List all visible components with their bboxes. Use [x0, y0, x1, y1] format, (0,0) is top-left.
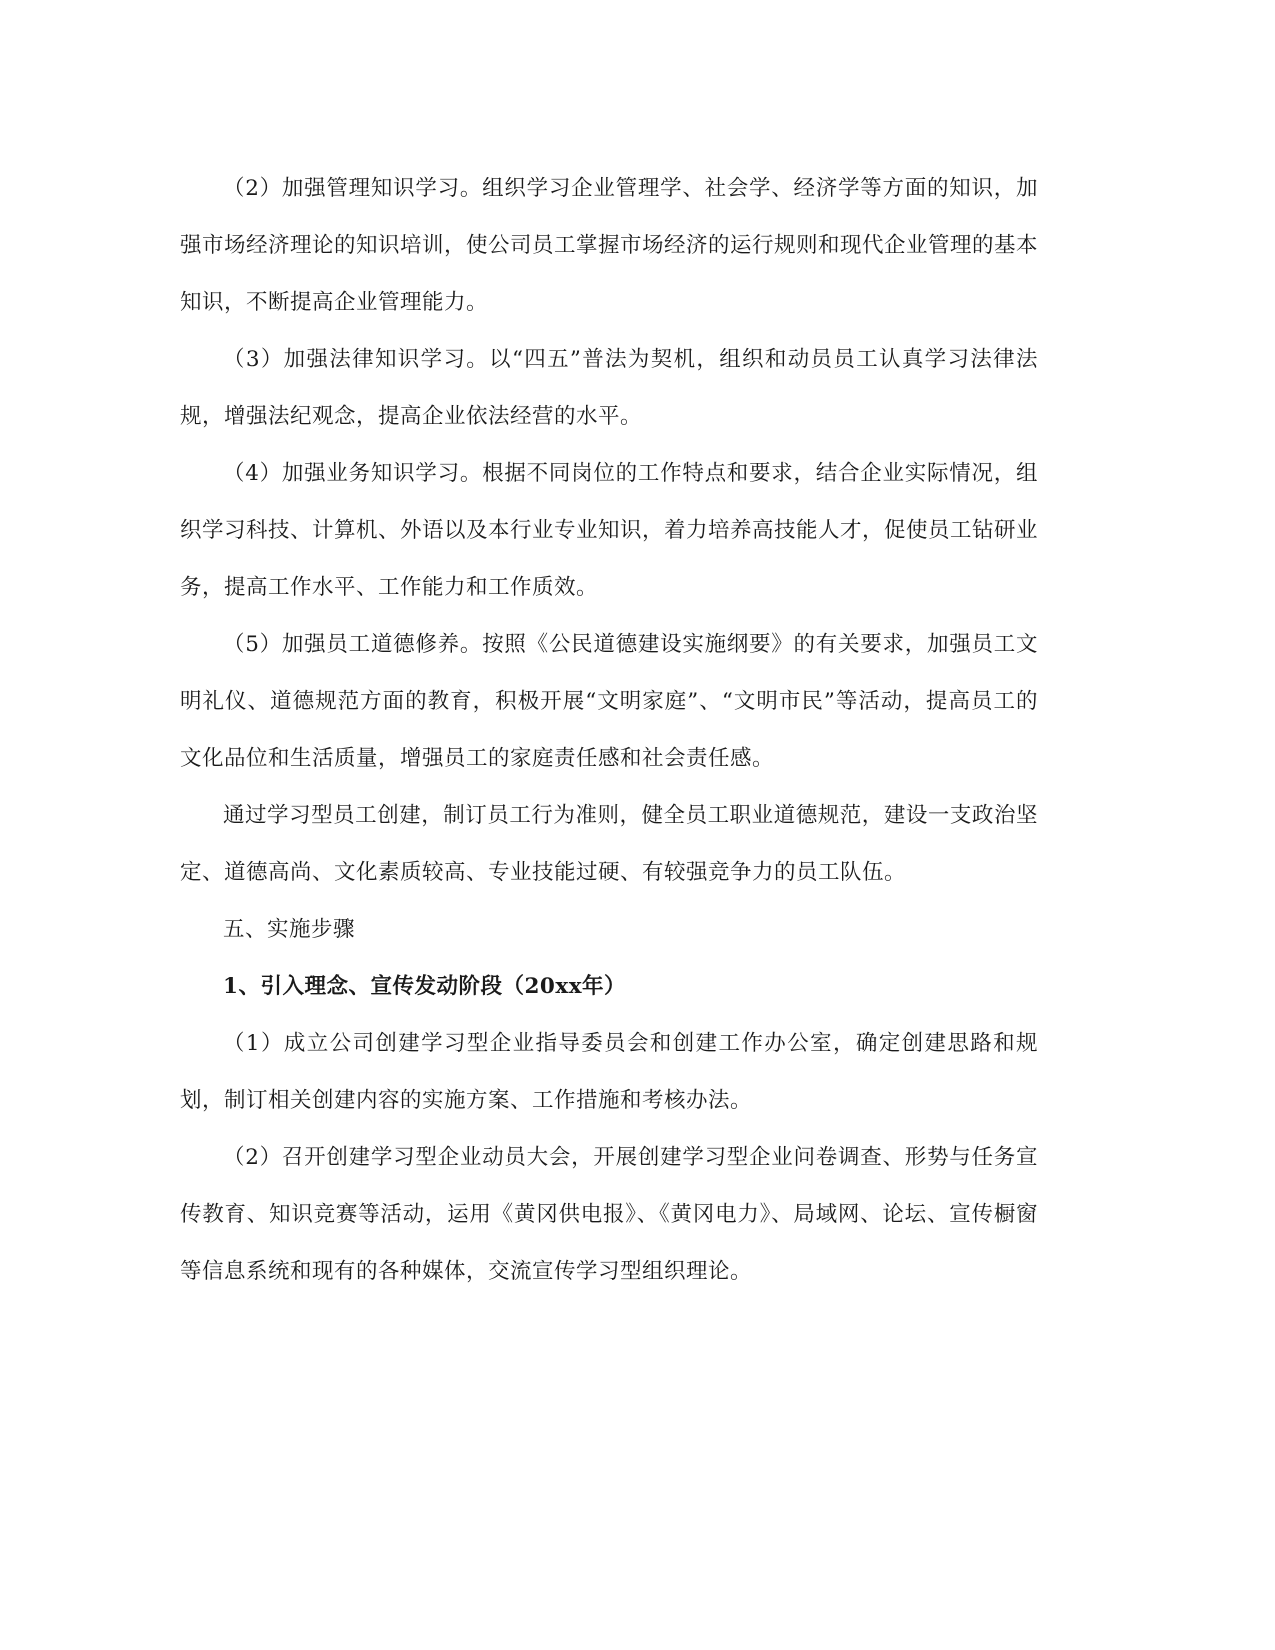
- paragraph-moral-cultivation: （5）加强员工道德修养。按照《公民道德建设实施纲要》的有关要求，加强员工文明礼仪、道德规范方面的教育，积极开展“文明家庭”、“文明市民”等活动，提高员工的文化品位和生活质量，增强员工的家庭责任感和社会责任感。: [180, 632, 1038, 771]
- section-heading-implementation-steps: 五、实施步骤: [223, 917, 356, 942]
- paragraph-management-knowledge: （2）加强管理知识学习。组织学习企业管理学、社会学、经济学等方面的知识，加强市场经济理论的知识培训，使公司员工掌握市场经济的运行规则和现代企业管理的基本知识，不断提高企业管理能力。: [180, 176, 1039, 315]
- paragraph-legal-knowledge: （3）加强法律知识学习。以“四五”普法为契机，组织和动员员工认真学习法律法规，增强法纪观念，提高企业依法经营的水平。: [180, 347, 1038, 429]
- subsection-heading-stage-one: 1、引入理念、宣传发动阶段（20xx年）: [223, 974, 627, 999]
- paragraph-mobilization-meeting: （2）召开创建学习型企业动员大会，开展创建学习型企业问卷调查、形势与任务宣传教育、知识竞赛等活动，运用《黄冈供电报》、《黄冈电力》、局域网、论坛、宣传橱窗等信息系统和现有的各种媒体，交流宣传学习型组织理论。: [180, 1145, 1038, 1284]
- document-page: [180, 160, 1038, 1300]
- paragraph-establish-committee: （1）成立公司创建学习型企业指导委员会和创建工作办公室，确定创建思路和规划，制订相关创建内容的实施方案、工作措施和考核办法。: [180, 1031, 1038, 1113]
- paragraph-business-knowledge: （4）加强业务知识学习。根据不同岗位的工作特点和要求，结合企业实际情况，组织学习科技、计算机、外语以及本行业专业知识，着力培养高技能人才，促使员工钻研业务，提高工作水平、工作能力和工作质效。: [180, 461, 1039, 600]
- paragraph-learning-employee: 通过学习型员工创建，制订员工行为准则，健全员工职业道德规范，建设一支政治坚定、道德高尚、文化素质较高、专业技能过硬、有较强竞争力的员工队伍。: [180, 803, 1038, 885]
